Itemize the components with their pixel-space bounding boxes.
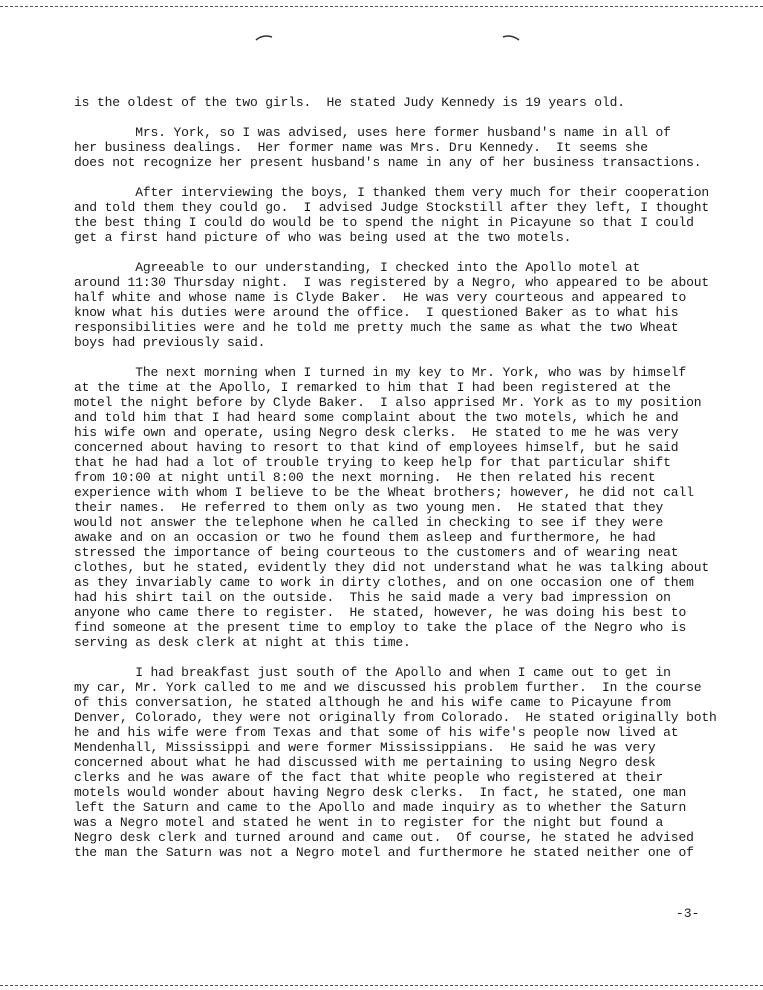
- letter-body: [74, 95, 717, 860]
- paragraph-breakfast: I had breakfast just south of the Apollo and when I came out to get in my car, Mr. York called to me and we discussed his problem further. In the course of this conversation, he stated although he and his wife came to Picayune from Denver, Colorado, they were not originally from Colorado. He stated originally both he and his wife were from Texas and that some of his wife's people now lived at Mendenhall, Mississippi and were former Mississippians. He said he was very concerned about what he had discussed with me pertaining to using Negro desk clerks and he was aware of the fact that white people who registered at their motels would wonder about having Negro desk clerks. In fact, he stated, one man left the Saturn and came to the Apollo and made inquiry as to whether the Saturn was a Negro motel and stated he went in to register for the night but found a Negro desk clerk and turned around and came out. Of course, he stated he advised the man the Saturn was not a Negro motel and furthermore he stated neither one of: [74, 665, 717, 860]
- paragraph-interviewing-boys: After interviewing the boys, I thanked them very much for their cooperation and told them they could go. I advised Judge Stockstill after they left, I thought the best thing I could do would be to spend the night in Picayune so that I could get a first hand picture of who was being used at the two motels.: [74, 185, 710, 245]
- paragraph-next-morning: The next morning when I turned in my key to Mr. York, who was by himself at the time at the Apollo, I remarked to him that I had been registered at the motel the night before by Clyde Baker. I also apprised Mr. York as to my position and told him that I had heard some complaint about the two motels, which he and his wife own and operate, using Negro desk clerks. He stated to me he was very concerned about having to resort to that kind of employees himself, but he said that he had had a lot of trouble trying to keep help for that particular shift from 10:00 at night until 8:00 the next morning. He then related his recent experience with whom I believe to be the Wheat brothers; however, he did not call their names. He referred to them only as two young men. He stated that they would not answer the telephone when he called in checking to see if they were awake and on an occasion or two he found them asleep and furthermore, he had stressed the importance of being courteous to the customers and of wearing neat clothes, but he stated, evidently they did not understand what he was talking about as they invariably came to work in dirty clothes, and on one occasion one of them had his shirt tail on the outside. This he said made a very bad impression on anyone who came there to register. He stated, however, he was doing his best to find someone at the present time to employ to take the place of the Negro who is serving as desk clerk at night at this time.: [74, 365, 710, 650]
- paragraph-mrs-york: Mrs. York, so I was advised, uses here former husband's name in all of her business dealings. Her former name was Mrs. Dru Kennedy. It seems she does not recognize her present husband's name in any of her business transactions.: [74, 125, 702, 170]
- paragraph-apollo-checkin: Agreeable to our understanding, I checked into the Apollo motel at around 11:30 Thursday night. I was registered by a Negro, who appeared to be about half white and whose name is Clyde Baker. He was very courteous and appeared to know what his duties were around the office. I questioned Baker as to what his responsibilities were and he told me pretty much the same as what the two Wheat boys had previously said.: [74, 260, 710, 350]
- page-number: -3-: [676, 906, 700, 921]
- top-right-margin-mark: [502, 34, 520, 42]
- top-left-margin-mark: [255, 34, 273, 42]
- bottom-edge-rule: [0, 985, 763, 986]
- paragraph-oldest-girl: is the oldest of the two girls. He stated Judy Kennedy is 19 years old.: [74, 95, 625, 110]
- top-edge-rule: [0, 6, 763, 7]
